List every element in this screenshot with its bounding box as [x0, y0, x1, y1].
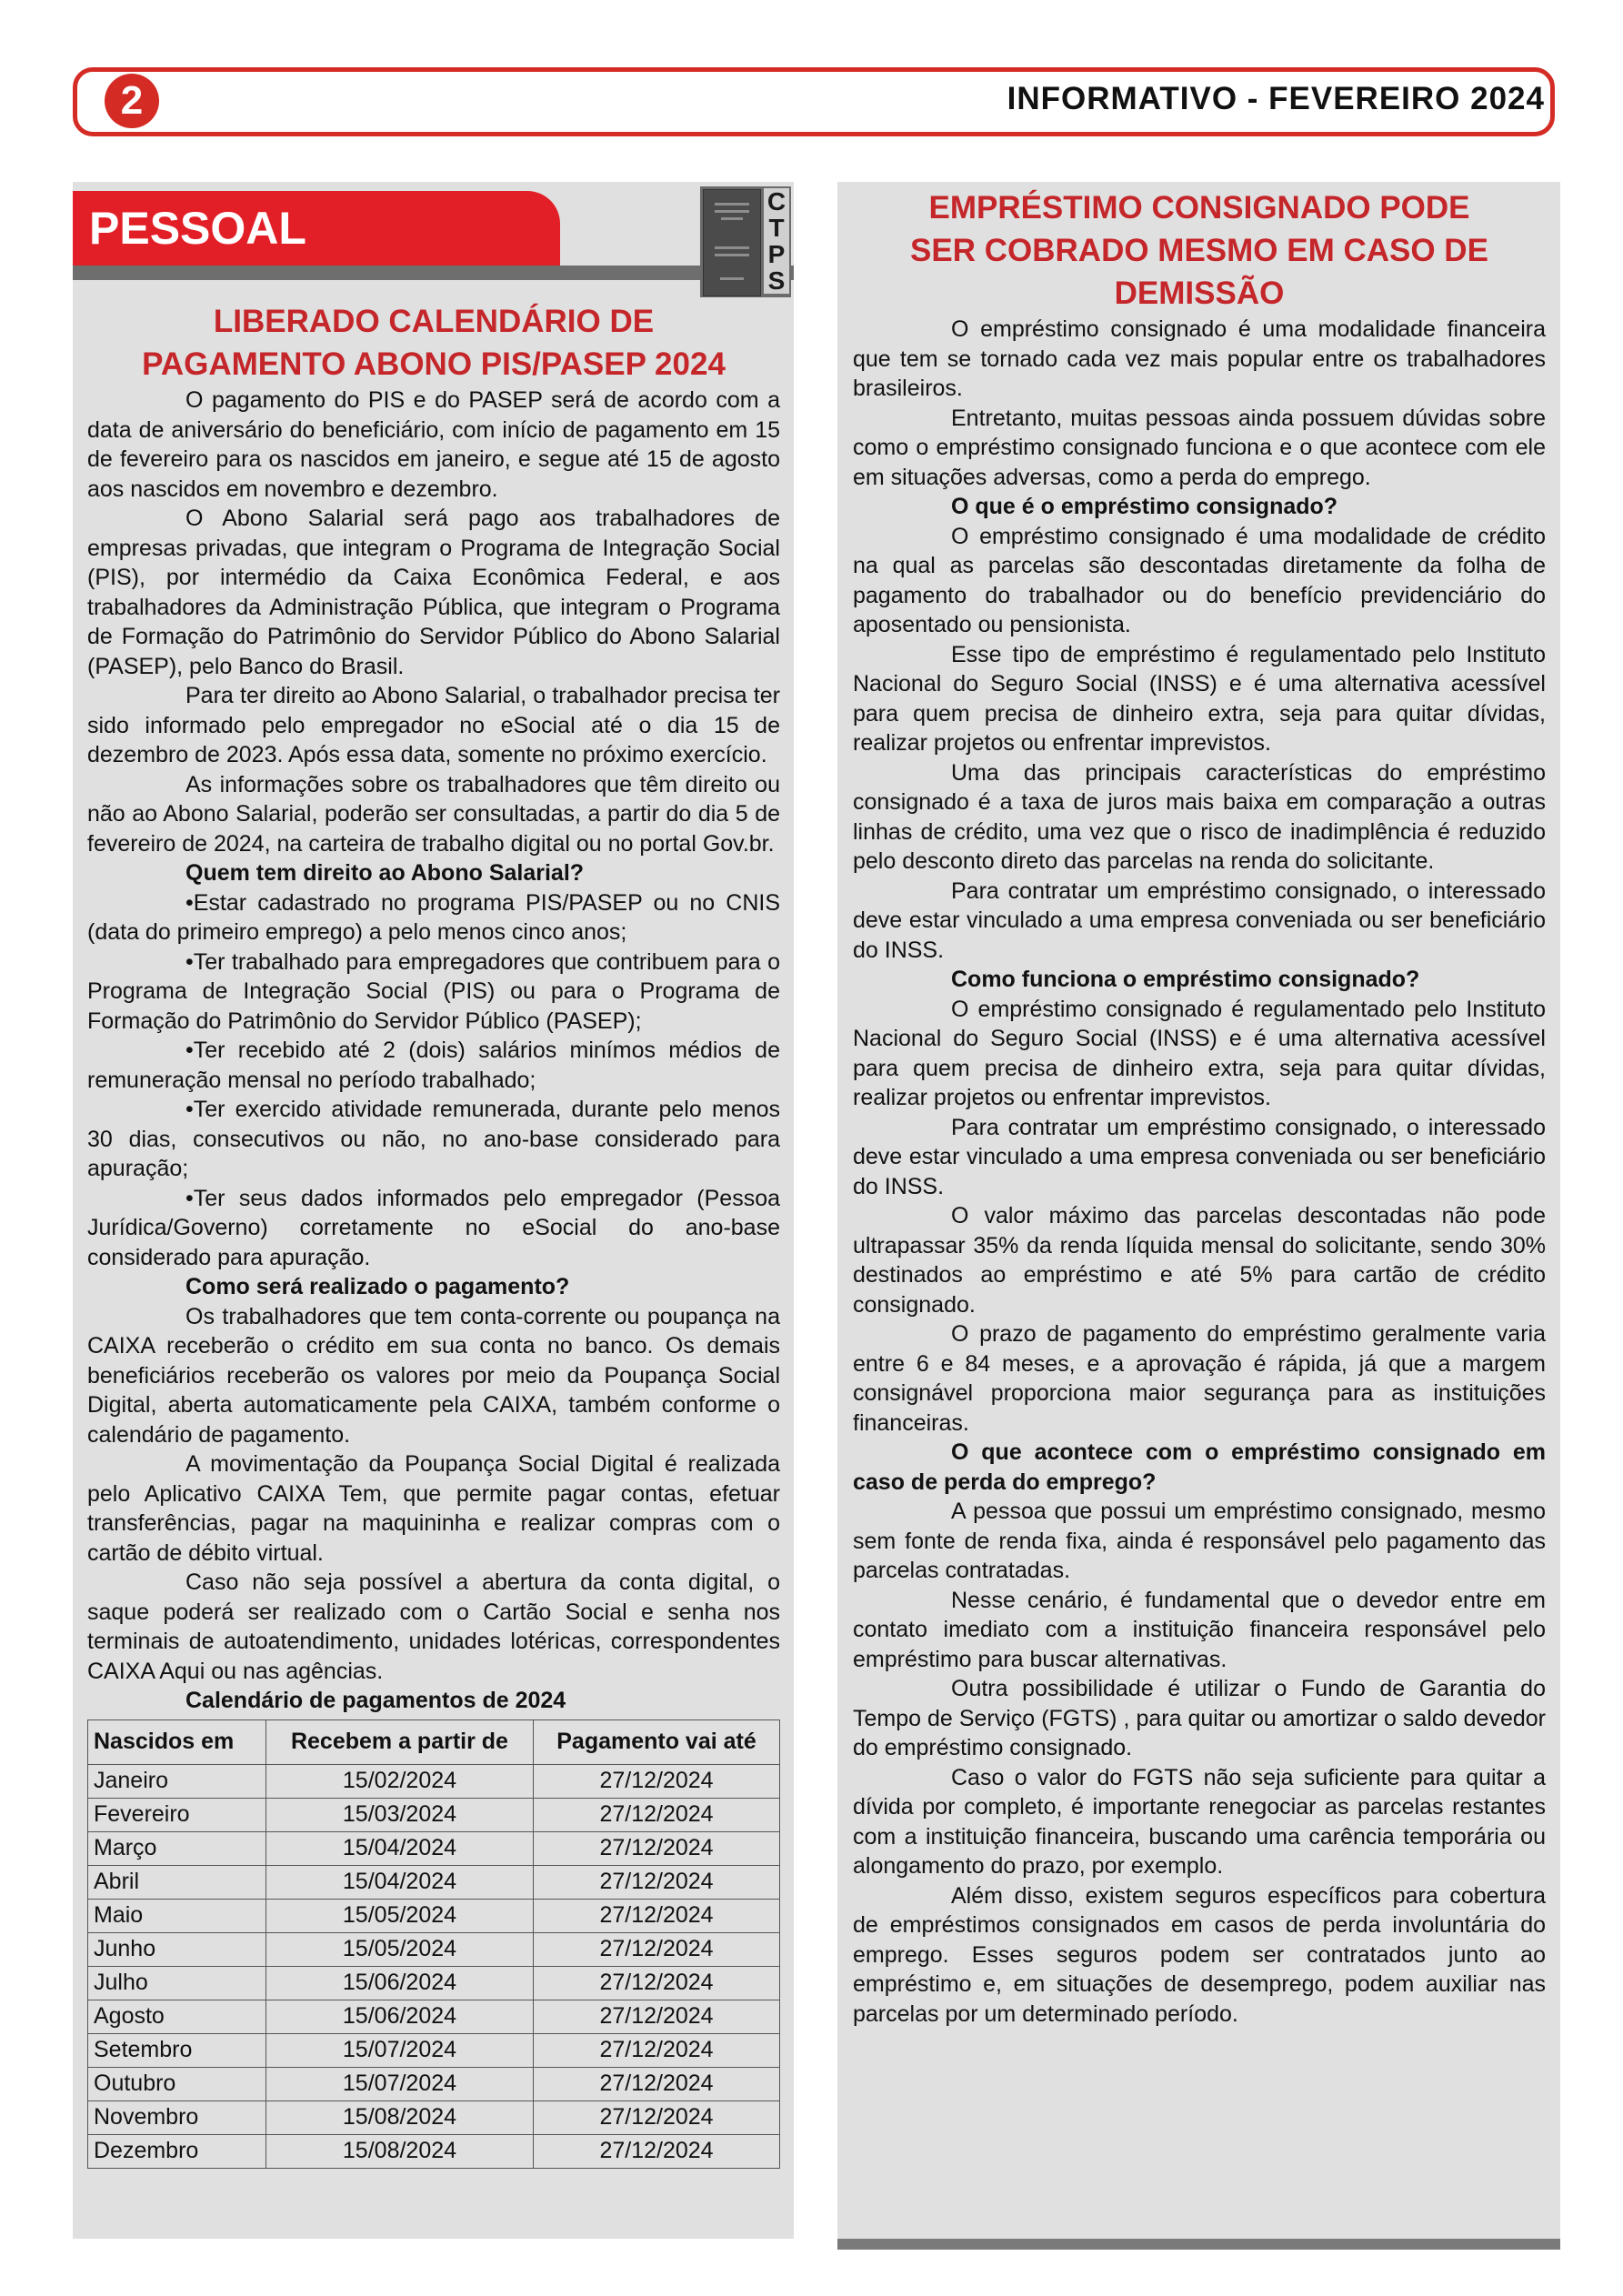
- paragraph: As informações sobre os trabalhadores que têm direito ou não ao Abono Salarial, poderão ser consultadas, a partir do dia 5 de fevereiro de 2024, na carteira de trabalho digital ou no portal Gov.br.: [87, 771, 780, 857]
- start-date-cell: 15/07/2024: [265, 2067, 533, 2100]
- ctps-letters: C T P S: [764, 188, 789, 294]
- table-row: [88, 1865, 780, 1899]
- section-label: PESSOAL: [89, 203, 306, 254]
- table-row: [88, 2134, 780, 2168]
- subheading: O que acontece com o empréstimo consignado em caso de perda do emprego?: [853, 1439, 1546, 1495]
- table-row: [88, 1798, 780, 1831]
- start-date-cell: 15/02/2024: [265, 1764, 533, 1798]
- bullet-item: •Ter trabalhado para empregadores que contribuem para o Programa de Integração Social (PIS) ou para o Programa de Formação do Patrimônio do Servidor Público (PASEP);: [87, 948, 780, 1034]
- paragraph: A pessoa que possui um empréstimo consignado, mesmo sem fonte de renda fixa, ainda é responsável pelo pagamento das parcelas contratadas.: [853, 1499, 1546, 1583]
- table-row: [88, 2100, 780, 2134]
- article-emprestimo-consignado: [853, 186, 1546, 2029]
- table-row: [88, 1966, 780, 2000]
- birth-month-cell: Abril: [88, 1865, 266, 1899]
- paragraph: Para contratar um empréstimo consignado, o interessado deve estar vinculado a uma empresa conveniada ou ser beneficiário do INSS.: [853, 877, 1546, 963]
- table-row: [88, 1831, 780, 1865]
- table-row: [88, 1899, 780, 1932]
- birth-month-cell: Dezembro: [88, 2134, 266, 2168]
- birth-month-cell: Fevereiro: [88, 1798, 266, 1831]
- paragraph: O empréstimo consignado é uma modalidade financeira que tem se tornado cada vez mais popular entre os trabalhadores brasileiros.: [853, 316, 1546, 401]
- page-header: [73, 67, 1555, 136]
- paragraph: O valor máximo das parcelas descontadas não pode ultrapassar 35% da renda líquida mensal do solicitante, sendo 30% destinados ao empréstimo e até 5% para cartão de crédito consignado.: [853, 1203, 1546, 1318]
- start-date-cell: 15/06/2024: [265, 1966, 533, 2000]
- table-row: [88, 1932, 780, 1966]
- birth-month-cell: Junho: [88, 1932, 266, 1966]
- paragraph: A movimentação da Poupança Social Digital é realizada pelo Aplicativo CAIXA Tem, que permite pagar contas, efetuar transferências, pagar na maquininha e realizar compras com o cartão de débito virtual.: [87, 1451, 780, 1566]
- table-row: [88, 2000, 780, 2033]
- end-date-cell: 27/12/2024: [534, 1865, 780, 1899]
- column-header: Nascidos em: [88, 1719, 266, 1764]
- start-date-cell: 15/05/2024: [265, 1932, 533, 1966]
- subheading: O que é o empréstimo consignado?: [951, 494, 1338, 519]
- birth-month-cell: Outubro: [88, 2067, 266, 2100]
- paragraph: O Abono Salarial será pago aos trabalhadores de empresas privadas, que integram o Programa de Integração Social (PIS), por intermédio da Caixa Econômica Federal, e aos trabalhadores da Administração Pública, que integram o Programa de Formação do Patrimônio do Servidor Público do Abono Salarial (PASEP), pelo Banco do Brasil.: [87, 506, 780, 679]
- end-date-cell: 27/12/2024: [534, 2033, 780, 2067]
- table-row: [88, 2067, 780, 2100]
- section-tab: [73, 191, 560, 266]
- column-header: Pagamento vai até: [534, 1719, 780, 1764]
- article-title: LIBERADO CALENDÁRIO DE PAGAMENTO ABONO PIS/PASEP 2024: [142, 304, 726, 382]
- end-date-cell: 27/12/2024: [534, 1932, 780, 1966]
- paragraph: Para ter direito ao Abono Salarial, o trabalhador precisa ter sido informado pelo empregador no eSocial até o dia 15 de dezembro de 2023. Após essa data, somente no próximo exercício.: [87, 683, 780, 767]
- start-date-cell: 15/07/2024: [265, 2033, 533, 2067]
- newsletter-title: INFORMATIVO - FEVEREIRO 2024: [1007, 81, 1545, 116]
- end-date-cell: 27/12/2024: [534, 1764, 780, 1798]
- page-number: 2: [105, 74, 159, 128]
- payment-calendar-table: [87, 1719, 780, 2169]
- column-header: Recebem a partir de: [265, 1719, 533, 1764]
- paragraph: Caso não seja possível a abertura da conta digital, o saque poderá ser realizado com o Cartão Social e senha nos terminais de autoatendimento, unidades lotéricas, correspondentes CAIXA Aqui ou nas agências.: [87, 1569, 780, 1684]
- start-date-cell: 15/03/2024: [265, 1798, 533, 1831]
- paragraph: O pagamento do PIS e do PASEP será de acordo com a data de aniversário do beneficiário, com início de pagamento em 15 de fevereiro para os nascidos em janeiro, e segue até 15 de agosto aos nascidos em novembro e dezembro.: [87, 387, 780, 502]
- end-date-cell: 27/12/2024: [534, 1899, 780, 1932]
- bullet-item: •Ter exercido atividade remunerada, durante pelo menos 30 dias, consecutivos ou não, no ano-base considerado para apuração;: [87, 1097, 780, 1181]
- paragraph: O empréstimo consignado é regulamentado pelo Instituto Nacional do Seguro Social (INSS) e é uma alternativa acessível para quem precisa de dinheiro extra, seja para quitar dívidas, realizar projetos ou enfrentar imprevistos.: [853, 996, 1546, 1110]
- paragraph: Para contratar um empréstimo consignado, o interessado deve estar vinculado a uma empresa conveniada ou ser beneficiário do INSS.: [853, 1114, 1546, 1199]
- subheading: Quem tem direito ao Abono Salarial?: [185, 860, 585, 886]
- table-row: [88, 2033, 780, 2067]
- table-caption: Calendário de pagamentos de 2024: [185, 1688, 566, 1713]
- start-date-cell: 15/05/2024: [265, 1899, 533, 1932]
- bullet-item: •Ter recebido até 2 (dois) salários minímos médios de remuneração mensal no período trabalhado;: [87, 1038, 780, 1093]
- end-date-cell: 27/12/2024: [534, 1966, 780, 2000]
- right-column-bottom-bar: [837, 2239, 1560, 2250]
- birth-month-cell: Setembro: [88, 2033, 266, 2067]
- paragraph: Caso o valor do FGTS não seja suficiente para quitar a dívida por completo, é importante renegociar as parcelas restantes com a instituição financeira, buscando uma carência temporária ou alongamento do prazo, por exemplo.: [853, 1764, 1546, 1879]
- start-date-cell: 15/06/2024: [265, 2000, 533, 2033]
- start-date-cell: 15/04/2024: [265, 1865, 533, 1899]
- subheading: Como será realizado o pagamento?: [185, 1274, 570, 1299]
- end-date-cell: 27/12/2024: [534, 2100, 780, 2134]
- paragraph: O empréstimo consignado é uma modalidade de crédito na qual as parcelas são descontadas diretamente da folha de pagamento do trabalhador ou do benefício previdenciário do aposentado ou pensionista.: [853, 523, 1546, 637]
- bullet-item: •Ter seus dados informados pelo empregador (Pessoa Jurídica/Governo) corretamente no eSocial do ano-base considerado para apuração.: [87, 1185, 780, 1270]
- table-header-row: [88, 1719, 780, 1764]
- work-booklet-icon: [703, 189, 761, 296]
- paragraph: Entretanto, muitas pessoas ainda possuem dúvidas sobre como o empréstimo consignado funciona e o que acontece com ele em situações adversas, como a perda do emprego.: [853, 405, 1546, 490]
- end-date-cell: 27/12/2024: [534, 1798, 780, 1831]
- paragraph: Esse tipo de empréstimo é regulamentado pelo Instituto Nacional do Seguro Social (INSS) e é uma alternativa acessível para quem precisa de dinheiro extra, seja para quitar dívidas, realizar projetos ou enfrentar imprevistos.: [853, 641, 1546, 756]
- paragraph: Os trabalhadores que tem conta-corrente ou poupança na CAIXA receberão o crédito em sua conta no banco. Os demais beneficiários receberão os valores por meio da Poupança Social Digital, aberta automaticamente pela CAIXA, também conforme o calendário de pagamento.: [87, 1303, 780, 1448]
- end-date-cell: 27/12/2024: [534, 2000, 780, 2033]
- article-title: EMPRÉSTIMO CONSIGNADO PODE SER COBRADO MESMO EM CASO DE DEMISSÃO: [910, 190, 1488, 311]
- bullet-item: •Estar cadastrado no programa PIS/PASEP ou no CNIS (data do primeiro emprego) a pelo menos cinco anos;: [87, 889, 780, 945]
- table-row: [88, 1764, 780, 1798]
- paragraph: Além disso, existem seguros específicos para cobertura de empréstimos consignados em casos de perda involuntária do emprego. Esses seguros podem ser contratados junto ao empréstimo e, em situações de desemprego, podem auxiliar nas parcelas por um determinado período.: [853, 1882, 1546, 2027]
- birth-month-cell: Março: [88, 1831, 266, 1865]
- paragraph: Outra possibilidade é utilizar o Fundo de Garantia do Tempo de Serviço (FGTS) , para quitar ou amortizar o saldo devedor do empréstimo consignado.: [853, 1676, 1546, 1760]
- paragraph: O prazo de pagamento do empréstimo geralmente varia entre 6 e 84 meses, e a aprovação é rápida, já que a margem consignável proporciona maior segurança para as instituições financeiras.: [853, 1321, 1546, 1436]
- birth-month-cell: Julho: [88, 1966, 266, 2000]
- end-date-cell: 27/12/2024: [534, 2067, 780, 2100]
- end-date-cell: 27/12/2024: [534, 1831, 780, 1865]
- birth-month-cell: Agosto: [88, 2000, 266, 2033]
- birth-month-cell: Novembro: [88, 2100, 266, 2134]
- article-pis-pasep: [87, 300, 780, 2169]
- start-date-cell: 15/04/2024: [265, 1831, 533, 1865]
- end-date-cell: 27/12/2024: [534, 2134, 780, 2168]
- start-date-cell: 15/08/2024: [265, 2100, 533, 2134]
- paragraph: Nesse cenário, é fundamental que o devedor entre em contato imediato com a instituição financeira responsável pelo empréstimo para buscar alternativas.: [853, 1587, 1546, 1672]
- start-date-cell: 15/08/2024: [265, 2134, 533, 2168]
- section-underline: [73, 266, 794, 280]
- paragraph: Uma das principais características do empréstimo consignado é a taxa de juros mais baixa em comparação a outras linhas de crédito, uma vez que o risco de inadimplência é reduzido pelo desconto direto das parcelas na renda do solicitante.: [853, 759, 1546, 874]
- ctps-booklet-image: [700, 186, 791, 297]
- birth-month-cell: Janeiro: [88, 1764, 266, 1798]
- birth-month-cell: Maio: [88, 1899, 266, 1932]
- subheading: Como funciona o empréstimo consignado?: [951, 967, 1420, 992]
